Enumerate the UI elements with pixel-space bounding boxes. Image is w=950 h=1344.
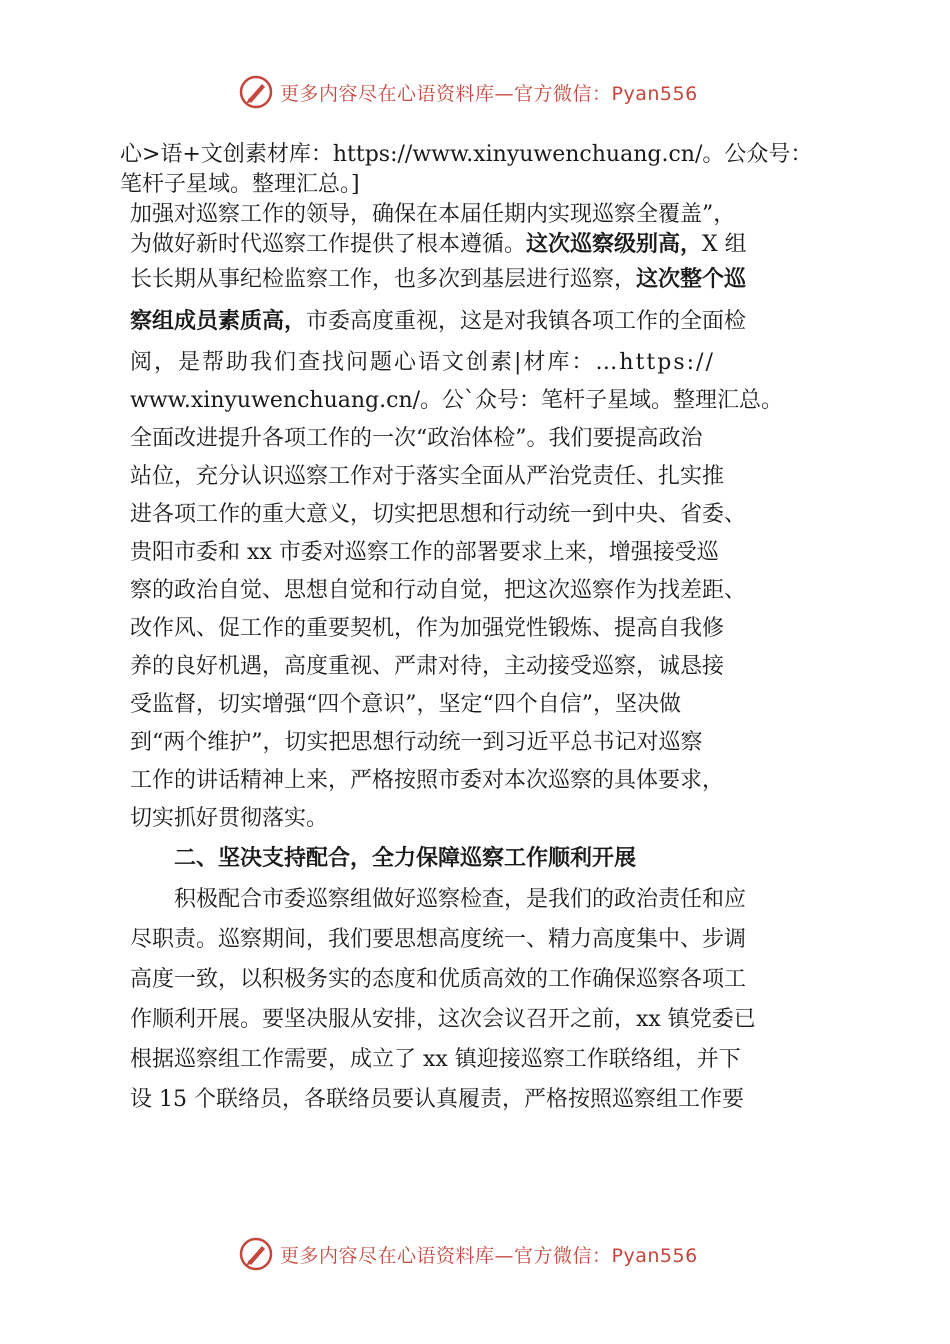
banner-text: 更多内容尽在心语资料库—官方微信：Pyan556 <box>280 82 698 105</box>
text-line: 心>语+文创素材库：https://www.xinyuwenchuang.cn/。公众号： <box>120 142 813 167</box>
text-line: 笔杆子星域。整理汇总。] <box>120 172 360 197</box>
text-line: 改作风、促工作的重要契机，作为加强党性锻炼、提高自我修 <box>130 616 725 641</box>
text-line: 为做好新时代巡察工作提供了根本遵循。这次巡察级别高，X 组 <box>130 232 747 257</box>
pen-nib-icon <box>238 74 274 110</box>
text-line: 阅，是帮助我们查找问题心语文创素|材库：…https:// <box>130 350 715 375</box>
text-line: 到“两个维护”，切实把思想行动统一到习近平总书记对巡察 <box>130 730 703 755</box>
text-line: 根据巡察组工作需要，成立了 xx 镇迎接巡察工作联络组，并下 <box>130 1047 741 1072</box>
text-line: 加强对巡察工作的领导，确保在本届任期内实现巡察全覆盖”， <box>130 202 736 227</box>
text-line: 站位，充分认识巡察工作对于落实全面从严治党责任、扎实推 <box>130 464 725 489</box>
text-line: 贵阳市委和 xx 市委对巡察工作的部署要求上来，增强接受巡 <box>130 540 719 565</box>
text-line: 作顺利开展。要坚决服从安排，这次会议召开之前，xx 镇党委已 <box>130 1007 756 1032</box>
document-body <box>118 140 838 1120</box>
text-line: 察组成员素质高，市委高度重视，这是对我镇各项工作的全面检 <box>130 309 747 334</box>
text-line: 进各项工作的重大意义，切实把思想和行动统一到中央、省委、 <box>130 502 747 527</box>
text-line: 养的良好机遇，高度重视、严肃对待，主动接受巡察，诚恳接 <box>130 654 725 679</box>
text-line: 积极配合市委巡察组做好巡察检查，是我们的政治责任和应 <box>174 887 747 912</box>
text-line: 全面改进提升各项工作的一次“政治体检”。我们要提高政治 <box>130 426 703 451</box>
pen-nib-icon <box>238 1236 274 1272</box>
section-heading: 二、坚决支持配合，全力保障巡察工作顺利开展 <box>174 846 637 871</box>
text-line: 尽职责。巡察期间，我们要思想高度统一、精力高度集中、步调 <box>130 927 747 952</box>
text-line: 设 15 个联络员，各联络员要认真履责，严格按照巡察组工作要 <box>130 1087 744 1112</box>
footer-banner <box>238 1236 698 1272</box>
text-line: 长长期从事纪检监察工作，也多次到基层进行巡察，这次整个巡 <box>130 267 747 292</box>
text-line: www.xinyuwenchuang.cn/。公`众号：笔杆子星域。整理汇总。 <box>130 388 784 413</box>
text-line: 察的政治自觉、思想自觉和行动自觉，把这次巡察作为找差距、 <box>130 578 747 603</box>
text-line: 受监督，切实增强“四个意识”，坚定“四个自信”，坚决做 <box>130 692 681 717</box>
text-line: 切实抓好贯彻落实。 <box>130 806 329 831</box>
footer-banner-text: 更多内容尽在心语资料库—官方微信：Pyan556 <box>280 1244 698 1267</box>
text-line: 高度一致，以积极务实的态度和优质高效的工作确保巡察各项工 <box>130 967 747 992</box>
header-banner <box>238 74 698 110</box>
text-line: 工作的讲话精神上来，严格按照市委对本次巡察的具体要求， <box>130 768 725 793</box>
